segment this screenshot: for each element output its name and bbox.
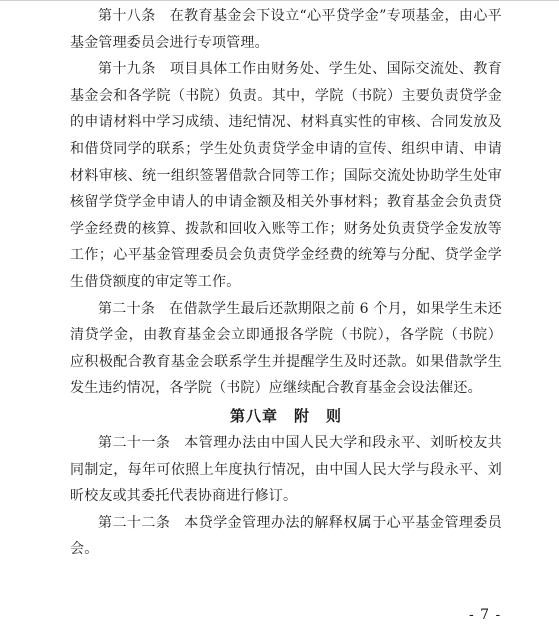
chapter-title: 附 则 bbox=[294, 406, 343, 425]
chapter-heading bbox=[70, 402, 502, 430]
article-number: 第十八条 bbox=[98, 8, 156, 24]
article-text: 本管理办法由中国人民大学和段永平、刘昕校友共同制定，每年可依照上年度执行情况，由中国人民大学与段永平、刘昕校友或其委托代表协商进行修订。 bbox=[70, 434, 503, 505]
article-18 bbox=[70, 3, 502, 56]
article-21 bbox=[70, 430, 502, 510]
article-19 bbox=[70, 56, 502, 295]
article-number: 第二十条 bbox=[98, 300, 156, 317]
article-number: 第十九条 bbox=[98, 61, 156, 78]
article-text: 本贷学金管理办法的解释权属于心平基金管理委员会。 bbox=[70, 514, 503, 558]
article-text: 在借款学生最后还款期限之前 6 个月，如果学生未还清贷学金，由教育基金会立即通报各学院（书院），各学院（书院）应积极配合教育基金会联系学生并提醒学生及时还款。如果借款学生发生违约情况，各学院（书院）应继续配合教育基金会设法催还。 bbox=[70, 300, 502, 397]
article-text: 在教育基金会下设立“心平贷学金”专项基金，由心平基金管理委员会进行专项管理。 bbox=[70, 8, 502, 51]
document-page bbox=[70, 0, 502, 563]
article-20 bbox=[70, 296, 502, 402]
article-text: 项目具体工作由财务处、学生处、国际交流处、教育基金会和各学院（书院）负责。其中，学院（书院）主要负责贷学金的申请材料中学习成绩、违纪情况、材料真实性的审核、合同发放及和借贷同学的联系；学生处负责贷学金申请的宣传、组织申请、申请材料审核、统一组织签署借款合同等工作；国际交流处协助学生处审核留学贷学金申请人的申请金额及相关外事材料；教育基金会负责贷学金经费的核算、拨款和回收入账等工作；财务处负责贷学金发放等工作；心平基金管理委员会负责贷学金经费的统筹与分配、贷学金学生借贷额度的审定等工作。 bbox=[70, 61, 502, 290]
article-22 bbox=[70, 510, 502, 563]
article-number: 第二十二条 bbox=[98, 514, 171, 531]
article-number: 第二十一条 bbox=[98, 434, 171, 451]
page-number: - 7 - bbox=[469, 607, 502, 623]
chapter-number: 第八章 bbox=[229, 406, 278, 425]
